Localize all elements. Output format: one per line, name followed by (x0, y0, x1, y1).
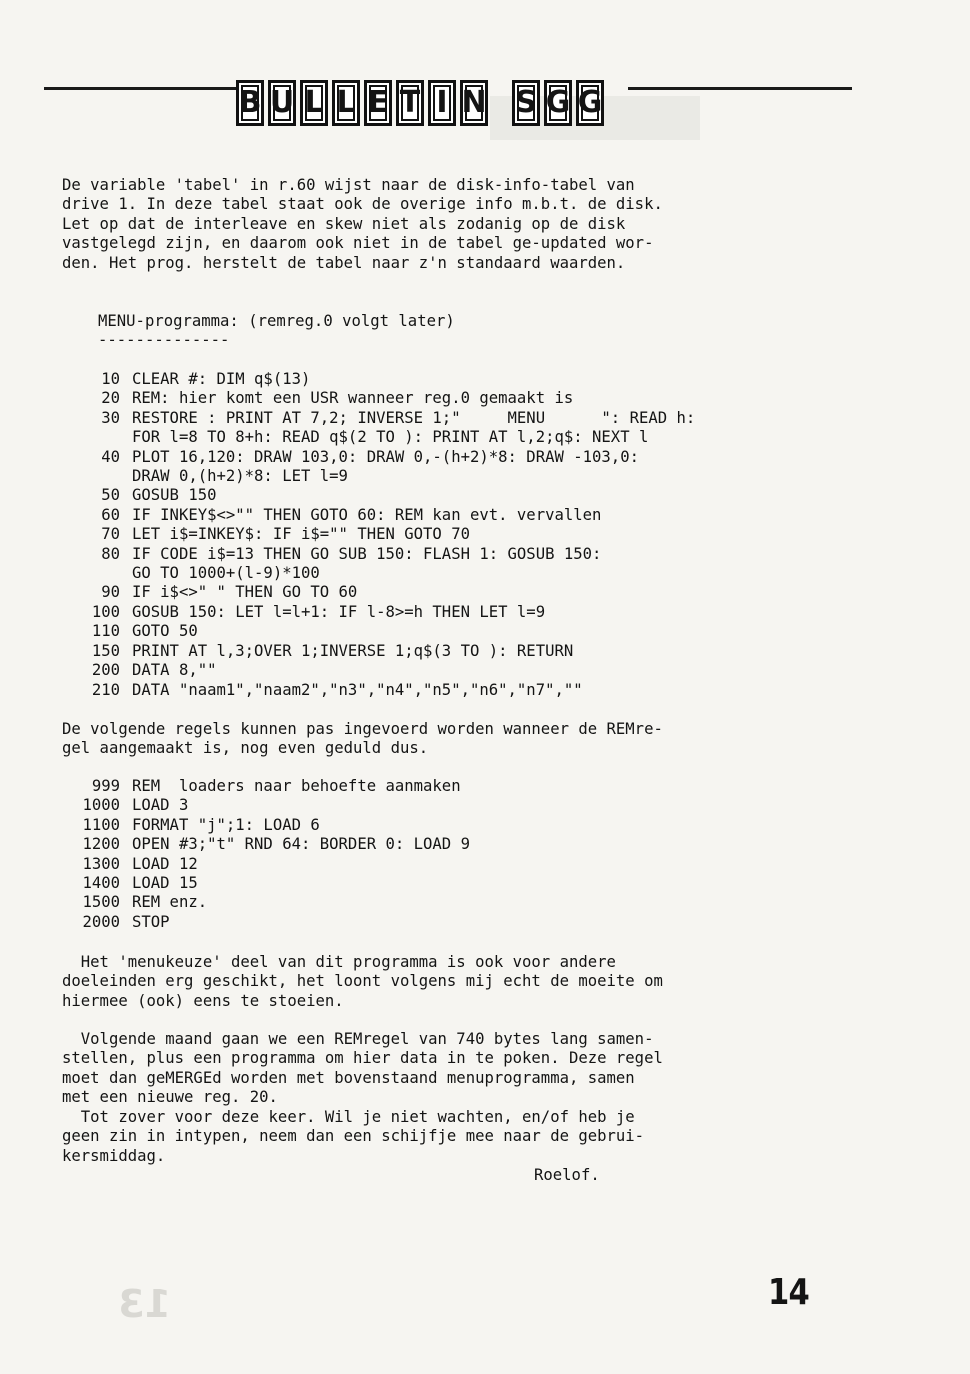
menu-title-underline: -------------- (98, 331, 230, 349)
code-text: OPEN #3;"t" RND 64: BORDER 0: LOAD 9 (132, 835, 470, 854)
line-number: 1100 (82, 815, 120, 834)
code-text: IF i$<>" " THEN GO TO 60 (132, 583, 358, 602)
banner-letter-tile: E (364, 80, 392, 126)
code-text: DATA 8,"" (132, 661, 217, 680)
bulletin-banner-logo (236, 75, 608, 131)
menu-program-title: MENU-programma: (remreg.0 volgt later) (98, 312, 455, 330)
line-number: 1000 (82, 796, 120, 815)
code-line (62, 409, 695, 428)
basic-listing-menu (62, 370, 695, 700)
line-number: 1400 (82, 874, 120, 893)
code-line (62, 874, 470, 893)
code-text: GOSUB 150 (132, 486, 217, 505)
banner-letter-tile: S (512, 80, 540, 126)
line-number: 200 (91, 661, 120, 680)
line-number: 2000 (82, 912, 120, 931)
code-line (62, 583, 695, 602)
code-text: PRINT AT l,3;OVER 1;INVERSE 1;q$(3 TO ): RETURN (132, 641, 574, 660)
code-line (62, 642, 695, 661)
code-text: REM: hier komt een USR wanneer reg.0 gemaakt is (132, 389, 574, 408)
code-line (62, 486, 695, 505)
code-line (62, 681, 695, 700)
basic-listing-loaders (62, 777, 470, 932)
code-line (62, 525, 695, 544)
code-line (62, 777, 470, 796)
banner-letter-tile: N (460, 80, 488, 126)
code-line (62, 428, 695, 447)
code-line (62, 564, 695, 583)
code-line (62, 622, 695, 641)
code-text: LET i$=INKEY$: IF i$="" THEN GOTO 70 (132, 525, 470, 544)
code-text: CLEAR #: DIM q$(13) (132, 370, 311, 388)
line-number: 80 (101, 544, 120, 563)
code-text: LOAD 12 (132, 854, 198, 873)
code-line (62, 855, 470, 874)
code-text: RESTORE : PRINT AT 7,2; INVERSE 1;" MENU ": READ h: (132, 408, 696, 427)
code-text: IF CODE i$=13 THEN GO SUB 150: FLASH 1: GOSUB 150: (132, 544, 602, 563)
line-number: 70 (101, 525, 120, 544)
code-line (62, 467, 695, 486)
code-text: LOAD 3 (132, 796, 189, 815)
code-text: IF INKEY$<>"" THEN GOTO 60: REM kan evt. vervallen (132, 505, 602, 524)
page-number: 14 (768, 1272, 809, 1313)
code-text: FORMAT "j";1: LOAD 6 (132, 815, 320, 834)
signature: Roelof. (534, 1166, 600, 1184)
code-line (62, 603, 695, 622)
line-number: 110 (91, 622, 120, 641)
banner-letter-tile: T (396, 80, 424, 126)
code-text: LOAD 15 (132, 874, 198, 893)
line-number: 100 (91, 602, 120, 621)
code-text: GO TO 1000+(l-9)*100 (132, 564, 320, 583)
code-line (62, 448, 695, 467)
banner-letter-tile: U (268, 80, 296, 126)
code-line (62, 370, 695, 389)
code-line (62, 389, 695, 408)
closing-paragraph: Tot zover voor deze keer. Wil je niet wachten, en/of heb je geen zin in intypen, neem dan een schijfje mee naar de gebrui- kersmiddag. (62, 1108, 645, 1165)
next-month-paragraph: Volgende maand gaan we een REMregel van 740 bytes lang samen- stellen, plus een programma om hier data in te poken. Deze regel moet dan geMERGEd worden met bovenstaand menuprogramma, samen met een nieuwe reg. 20. (62, 1030, 663, 1107)
line-number: 210 (91, 680, 120, 699)
line-number: 60 (101, 505, 120, 524)
code-line (62, 893, 470, 912)
line-number: 1500 (82, 893, 120, 912)
banner-letter-tile: L (300, 80, 328, 126)
line-number: 10 (101, 370, 120, 388)
code-text: GOSUB 150: LET l=l+1: IF l-8>=h THEN LET l=9 (132, 602, 546, 621)
remreg-paragraph: De volgende regels kunnen pas ingevoerd worden wanneer de REMre- gel aangemaakt is, nog even geduld dus. (62, 720, 663, 758)
line-number: 999 (91, 777, 120, 795)
banner-letter-tile: I (428, 80, 456, 126)
line-number: 150 (91, 641, 120, 660)
code-line (62, 796, 470, 815)
line-number: 30 (101, 408, 120, 427)
intro-paragraph: De variable 'tabel' in r.60 wijst naar de disk-info-tabel van drive 1. In deze tabel staat ook de overige info m.b.t. de disk. Let op dat de interleave en skew niet als zodanig op de disk vastgelegd zijn, en daarom ook niet in de tabel ge-updated wor- den. Het prog. herstelt de tabel naar z'n standaard waarden. (62, 176, 663, 272)
menukeuze-paragraph: Het 'menukeuze' deel van dit programma is ook voor andere doeleinden erg geschikt, het loont volgens mij echt de moeite om hiermee (ook) eens te stoeien. (62, 953, 663, 1010)
code-text: GOTO 50 (132, 622, 198, 641)
code-text: STOP (132, 912, 170, 931)
header-rule-right (628, 87, 852, 90)
line-number: 90 (101, 583, 120, 602)
header-rule-left (44, 87, 236, 90)
code-text: DATA "naam1","naam2","n3","n4","n5","n6","n7","" (132, 680, 583, 699)
banner-letter-tile: L (332, 80, 360, 126)
line-number: 1300 (82, 854, 120, 873)
code-line (62, 835, 470, 854)
line-number: 20 (101, 389, 120, 408)
code-line (62, 545, 695, 564)
bleed-through-page-number: 13 (118, 1282, 171, 1326)
line-number: 1200 (82, 835, 120, 854)
code-text: DRAW 0,(h+2)*8: LET l=9 (132, 467, 348, 486)
code-line (62, 816, 470, 835)
code-line (62, 661, 695, 680)
code-line (62, 913, 470, 932)
line-number: 50 (101, 486, 120, 505)
banner-letter-tile: G (544, 80, 572, 126)
code-line (62, 506, 695, 525)
code-text: REM enz. (132, 893, 208, 912)
line-number: 40 (101, 447, 120, 466)
code-text: REM loaders naar behoefte aanmaken (132, 777, 461, 795)
code-text: FOR l=8 TO 8+h: READ q$(2 TO ): PRINT AT l,2;q$: NEXT l (132, 428, 649, 447)
banner-letter-tile: B (236, 80, 264, 126)
banner-letter-tile: G (576, 80, 604, 126)
code-text: PLOT 16,120: DRAW 103,0: DRAW 0,-(h+2)*8: DRAW -103,0: (132, 447, 639, 466)
